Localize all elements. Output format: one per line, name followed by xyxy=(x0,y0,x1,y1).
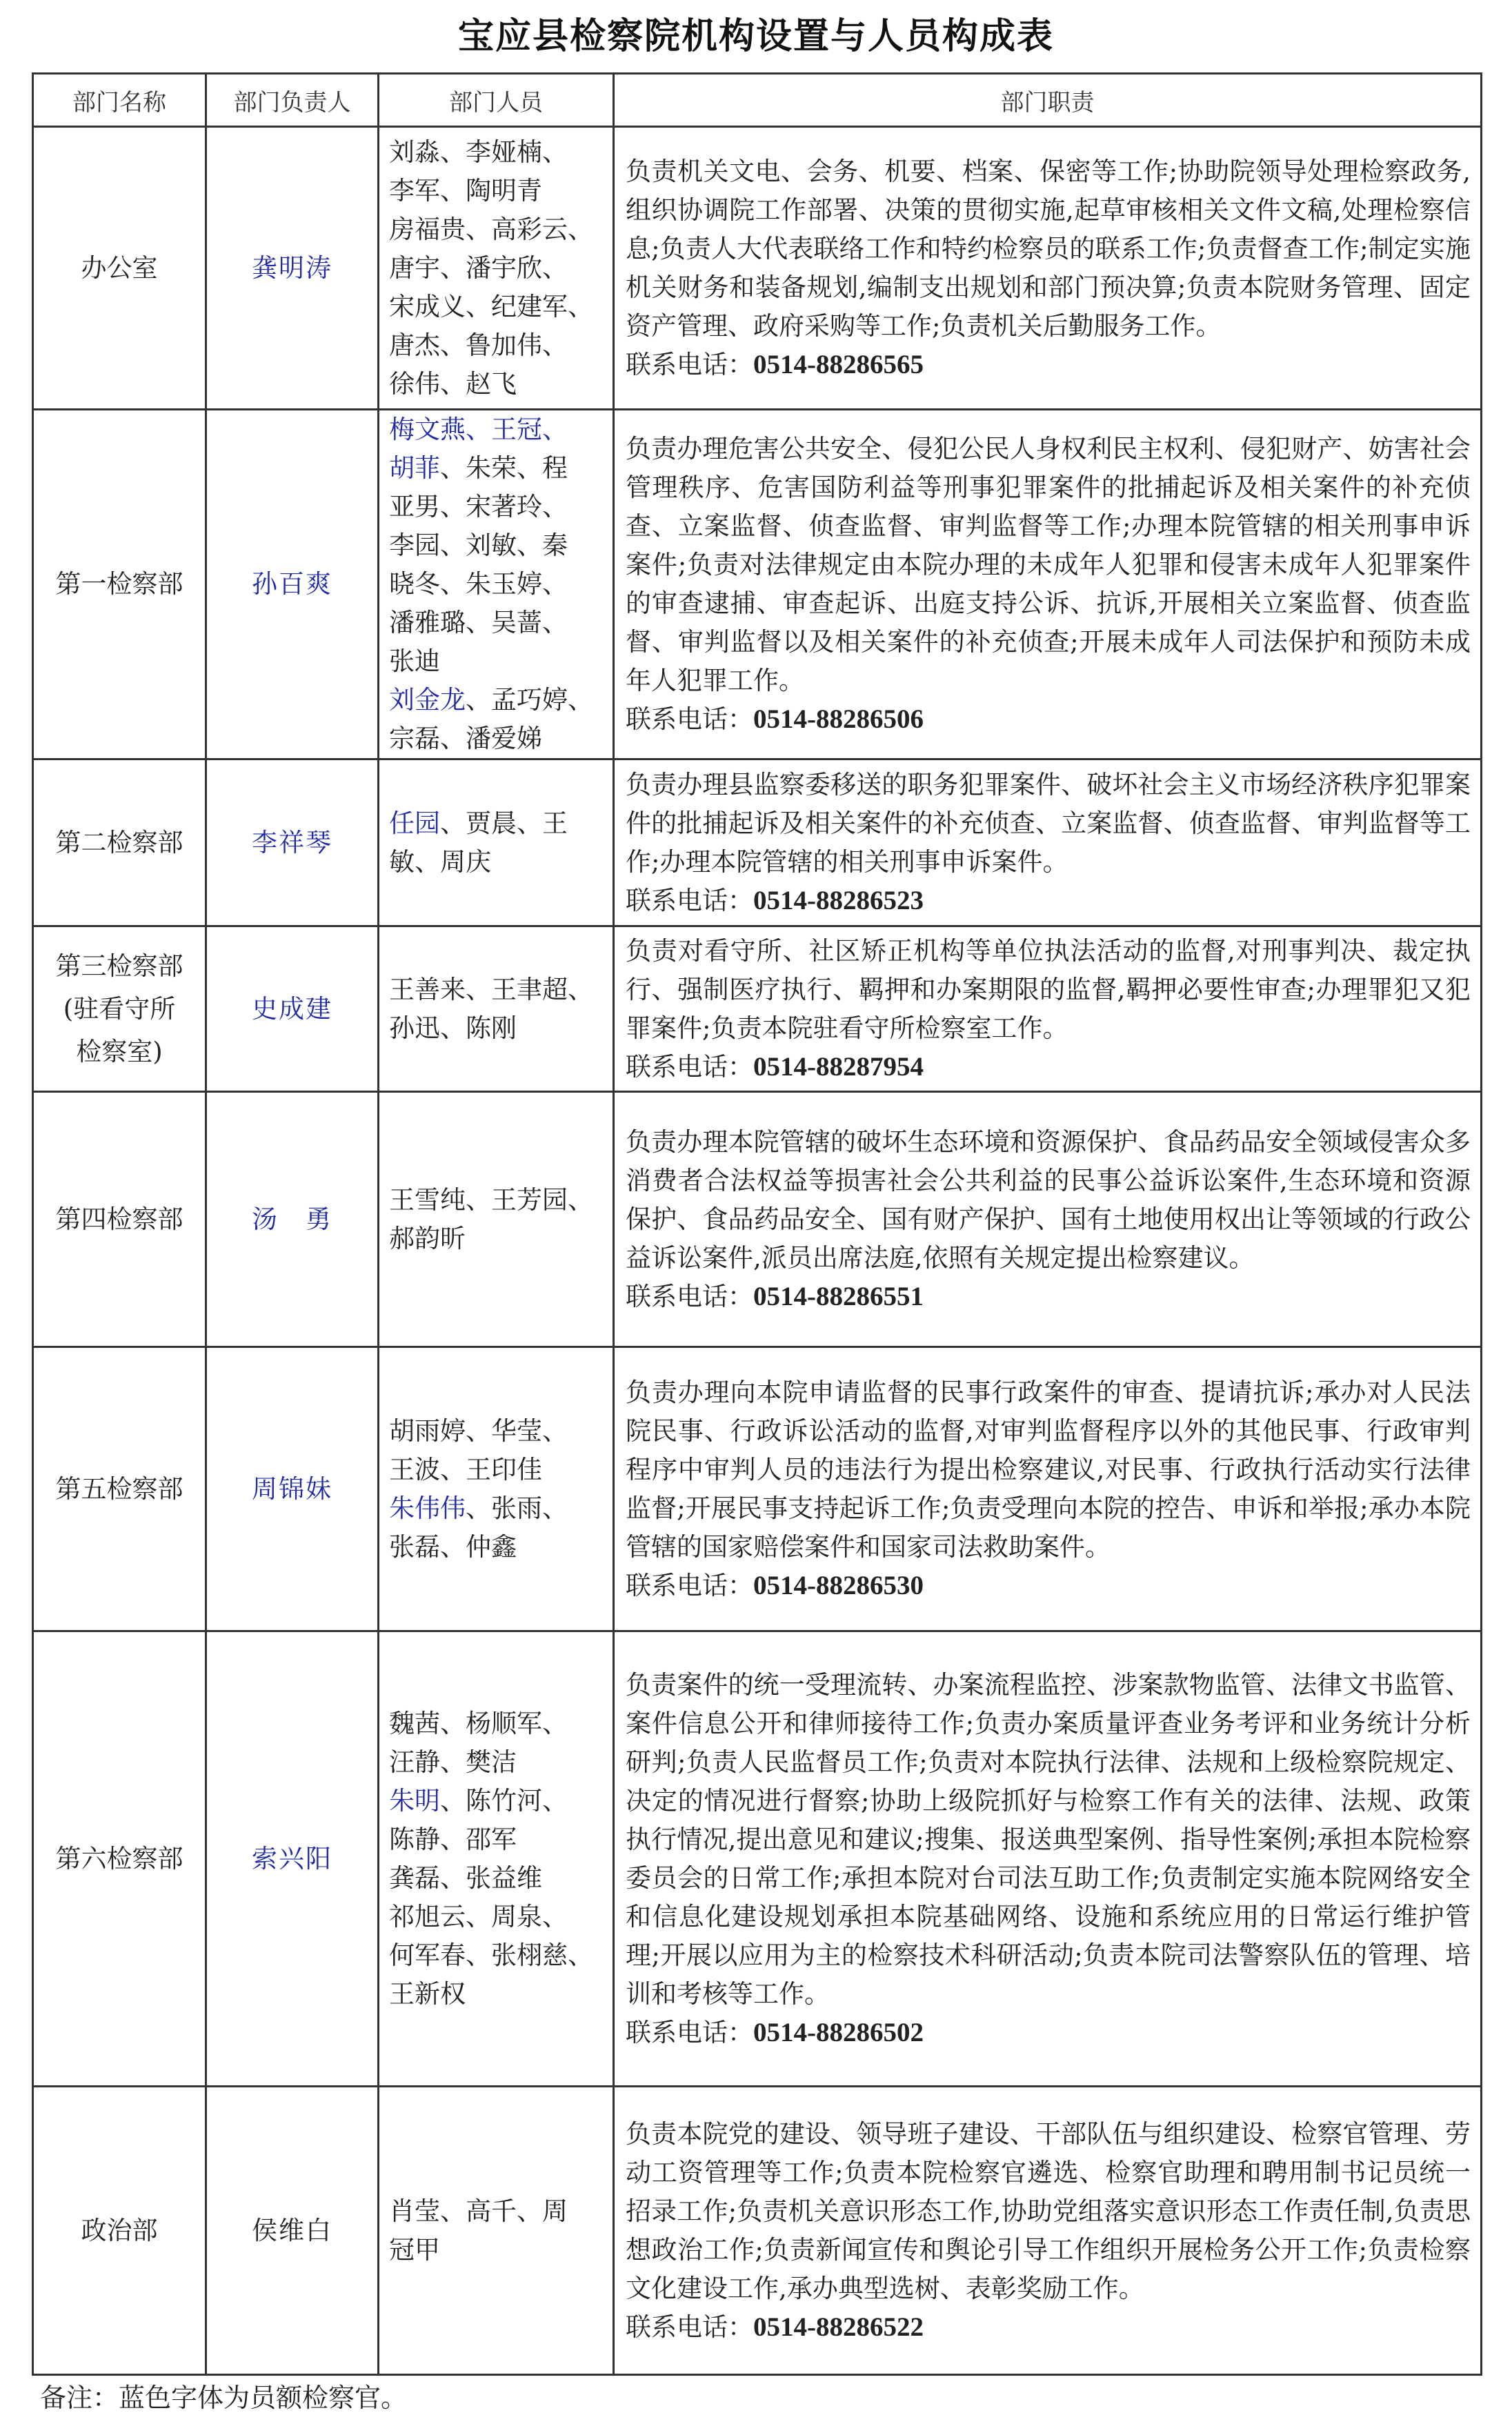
dept-name-line: 第五检察部 xyxy=(55,1473,183,1504)
staff-names: 、朱荣、程 xyxy=(440,453,568,483)
staff-names: 潘雅璐、吴蔷、 xyxy=(389,608,568,637)
staff-names: 、孟巧婷、 xyxy=(466,685,593,715)
table-row xyxy=(33,1631,1482,2087)
dept-head-cell xyxy=(206,1092,379,1347)
staff-names: 王善来、王聿超、 xyxy=(389,974,593,1004)
dept-name-line: 第三检察部 xyxy=(55,951,183,981)
header-dept-duty: 部门职责 xyxy=(614,74,1482,127)
organization-table xyxy=(32,72,1482,2376)
dept-staff-cell xyxy=(379,1631,614,2087)
staff-names: 陈静、邵军 xyxy=(389,1824,517,1854)
phone-label: 联系电话： xyxy=(626,2312,753,2342)
staff-names: 汪静、樊洁 xyxy=(389,1747,517,1777)
dept-name-line: 第二检察部 xyxy=(55,827,183,857)
duty-text: 负责本院党的建设、领导班子建设、干部队伍与组织建设、检察官管理、劳动工资管理等工作;负责本院检察官遴选、检察官助理和聘用制书记员统一招录工作;负责机关意识形态工作,协助党组落实意识形态工作责任制,负责思想政治工作;负责新闻宣传和舆论引导工作组织开展检务公开工作;负责检察文化建设工作,承办典型选树、表彰奖励工作。 xyxy=(626,2118,1471,2303)
table-header-row xyxy=(33,74,1482,127)
staff-names: 梅文燕、王冠、 xyxy=(389,415,568,444)
staff-names: 宋成义、纪建军、 xyxy=(389,291,593,321)
header-dept-head: 部门负责人 xyxy=(206,74,379,127)
dept-name-line: 第一检察部 xyxy=(55,569,183,599)
staff-names: 宗磊、潘爱娣 xyxy=(389,724,542,753)
dept-duty-cell xyxy=(614,1092,1482,1347)
dept-name-cell xyxy=(33,2087,206,2375)
staff-names: 、张雨、 xyxy=(466,1493,568,1523)
dept-head-cell xyxy=(206,1631,379,2087)
staff-names: 唐杰、鲁加伟、 xyxy=(389,330,568,360)
dept-name-line: 第六检察部 xyxy=(55,1843,183,1874)
phone-number: 0514-88286565 xyxy=(753,349,924,379)
dept-staff-cell xyxy=(379,759,614,926)
dept-staff-cell xyxy=(379,1092,614,1347)
dept-staff-cell xyxy=(379,2087,614,2375)
dept-duty-cell xyxy=(614,1347,1482,1631)
header-dept-staff: 部门人员 xyxy=(379,74,614,127)
dept-name-line: (驻看守所 xyxy=(63,993,176,1024)
staff-names: 王波、王印佳 xyxy=(389,1454,542,1484)
staff-names: 王新权 xyxy=(389,1978,466,2009)
staff-names: 、贾晨、王 xyxy=(440,808,568,838)
dept-duty-cell xyxy=(614,2087,1482,2375)
contact-phone xyxy=(626,346,1471,384)
phone-number: 0514-88287954 xyxy=(753,1051,924,1082)
phone-label: 联系电话： xyxy=(626,349,753,379)
dept-head-cell xyxy=(206,410,379,759)
dept-head-cell xyxy=(206,1347,379,1631)
staff-names: 敏、周庆 xyxy=(389,846,491,877)
duty-text: 负责案件的统一受理流转、办案流程监控、涉案款物监管、法律文书监管、案件信息公开和律师接待工作;负责办案质量评查业务考评和业务统计分析研判;负责人民监督员工作;负责对本院执行法律、法规和上级检察院规定、决定的情况进行督察;协助上级院抓好与检察工作有关的法律、法规、政策执行情况,提出意见和建议;搜集、报送典型案例、指导性案例;承担本院检察委员会的日常工作;承担本院对台司法互助工作;负责制定实施本院网络安全和信息化建设规划承担本院基础网络、设施和系统应用的日常运行维护管理;开展以应用为主的检察技术科研活动;负责本院司法警察队伍的管理、培训和考核等工作。 xyxy=(626,1669,1471,2009)
table-body xyxy=(33,127,1482,2375)
table-row xyxy=(33,127,1482,410)
phone-number: 0514-88286506 xyxy=(753,704,924,734)
duty-text: 负责办理县监察委移送的职务犯罪案件、破坏社会主义市场经济秩序犯罪案件的批捕起诉及相关案件的补充侦查、立案监督、侦查监督、审判监督等工作;办理本院管辖的相关刑事申诉案件。 xyxy=(626,769,1471,877)
table-row xyxy=(33,759,1482,926)
dept-head-cell xyxy=(206,759,379,926)
contact-phone xyxy=(626,2308,1471,2347)
dept-name-cell xyxy=(33,759,206,926)
duty-text: 负责办理危害公共安全、侵犯公民人身权利民主权利、侵犯财产、妨害社会管理秩序、危害国防利益等刑事犯罪案件的批捕起诉及相关案件的补充侦查、立案监督、侦查监督、审判监督等工作;办理本院管辖的相关刑事申诉案件;负责对法律规定由本院办理的未成年人犯罪和侵害未成年人犯罪案件的审查逮捕、审查起诉、出庭支持公诉、抗诉,开展相关立案监督、侦查监督、审判监督以及相关案件的补充侦查;开展未成年人司法保护和预防未成年人犯罪工作。 xyxy=(626,434,1471,695)
duty-text: 负责办理向本院申请监督的民事行政案件的审查、提请抗诉;承办对人民法院民事、行政诉讼活动的监督,对审判监督程序以外的其他民事、行政审判程序中审判人员的违法行为提出检察建议,对民事、行政执行活动实行法律监督;开展民事支持起诉工作;负责受理向本院的控告、申诉和举报;承办本院管辖的国家赔偿案件和国家司法救助案件。 xyxy=(626,1377,1471,1562)
staff-names: 肖莹、高千、周 xyxy=(389,2196,568,2226)
table-row xyxy=(33,2087,1482,2375)
staff-names: 郝韵昕 xyxy=(389,1223,466,1253)
dept-name-cell xyxy=(33,926,206,1092)
dept-name-cell xyxy=(33,1631,206,2087)
staff-names: 龚磊、张益维 xyxy=(389,1862,542,1893)
staff-names: 任园 xyxy=(389,808,440,838)
dept-duty-cell xyxy=(614,127,1482,410)
contact-phone xyxy=(626,882,1471,920)
table-row xyxy=(33,410,1482,759)
header-dept-name: 部门名称 xyxy=(33,74,206,127)
staff-names: 、陈竹河、 xyxy=(440,1785,568,1816)
contact-phone xyxy=(626,2014,1471,2052)
dept-head-name: 龚明涛 xyxy=(252,252,332,283)
staff-names: 胡菲 xyxy=(389,453,440,483)
dept-head-cell xyxy=(206,127,379,410)
staff-names: 刘淼、李娅楠、 xyxy=(389,137,568,167)
dept-name-cell xyxy=(33,1092,206,1347)
dept-name-cell xyxy=(33,1347,206,1631)
phone-label: 联系电话： xyxy=(626,1281,753,1311)
staff-names: 胡雨婷、华莹、 xyxy=(389,1415,568,1446)
staff-names: 唐宇、潘宇欣、 xyxy=(389,252,568,283)
dept-staff-cell xyxy=(379,1347,614,1631)
dept-duty-cell xyxy=(614,410,1482,759)
dept-duty-cell xyxy=(614,926,1482,1092)
dept-head-name: 孙百爽 xyxy=(252,569,332,599)
staff-names: 祁旭云、周泉、 xyxy=(389,1901,568,1931)
dept-head-name: 史成建 xyxy=(252,993,332,1024)
staff-names: 徐伟、赵飞 xyxy=(389,368,517,399)
dept-head-name: 汤 勇 xyxy=(252,1204,332,1234)
staff-names: 刘金龙 xyxy=(389,685,466,715)
dept-name-cell xyxy=(33,410,206,759)
phone-number: 0514-88286523 xyxy=(753,885,924,915)
footnote: 备注：蓝色字体为员额检察官。 xyxy=(40,2383,408,2413)
dept-head-name: 索兴阳 xyxy=(252,1843,332,1874)
dept-name-line: 政治部 xyxy=(81,2215,158,2245)
staff-names: 亚男、宋著玲、 xyxy=(389,492,568,521)
duty-text: 负责对看守所、社区矫正机构等单位执法活动的监督,对刑事判决、裁定执行、强制医疗执行、羁押和办案期限的监督,羁押必要性审查;办理罪犯又犯罪案件;负责本院驻看守所检察室工作。 xyxy=(626,935,1471,1043)
document-title: 宝应县检察院机构设置与人员构成表 xyxy=(457,15,1054,57)
dept-staff-cell xyxy=(379,410,614,759)
dept-name-line: 第四检察部 xyxy=(55,1204,183,1234)
phone-number: 0514-88286522 xyxy=(753,2312,924,2342)
staff-names: 孙迅、陈刚 xyxy=(389,1013,517,1043)
staff-names: 朱伟伟 xyxy=(389,1493,466,1523)
dept-head-name: 李祥琴 xyxy=(252,827,332,857)
dept-head-name: 侯维白 xyxy=(252,2215,332,2245)
contact-phone xyxy=(626,1048,1471,1086)
staff-names: 何军春、张栩慈、 xyxy=(389,1940,593,1970)
staff-names: 魏茜、杨顺军、 xyxy=(389,1708,568,1738)
dept-staff-cell xyxy=(379,926,614,1092)
staff-names: 李园、刘敏、秦 xyxy=(389,530,568,560)
staff-names: 房福贵、高彩云、 xyxy=(389,214,593,244)
dept-head-cell xyxy=(206,2087,379,2375)
dept-name-line: 办公室 xyxy=(81,252,158,283)
phone-label: 联系电话： xyxy=(626,1570,753,1600)
contact-phone xyxy=(626,1567,1471,1605)
staff-names: 张磊、仲鑫 xyxy=(389,1531,517,1562)
staff-names: 李军、陶明青 xyxy=(389,175,542,206)
phone-number: 0514-88286551 xyxy=(753,1281,924,1311)
dept-name-cell xyxy=(33,127,206,410)
staff-names: 朱明 xyxy=(389,1785,440,1816)
phone-number: 0514-88286530 xyxy=(753,1570,924,1600)
dept-duty-cell xyxy=(614,1631,1482,2087)
phone-label: 联系电话： xyxy=(626,704,753,734)
table-row xyxy=(33,1092,1482,1347)
phone-label: 联系电话： xyxy=(626,1051,753,1082)
dept-duty-cell xyxy=(614,759,1482,926)
phone-number: 0514-88286502 xyxy=(753,2017,924,2047)
duty-text: 负责办理本院管辖的破坏生态环境和资源保护、食品药品安全领域侵害众多消费者合法权益等损害社会公共利益的民事公益诉讼案件,生态环境和资源保护、食品药品安全、国有财产保护、国有土地使用权出让等领域的行政公益诉讼案件,派员出席法庭,依照有关规定提出检察建议。 xyxy=(626,1126,1471,1273)
phone-label: 联系电话： xyxy=(626,2017,753,2047)
contact-phone xyxy=(626,1278,1471,1316)
staff-names: 王雪纯、王芳园、 xyxy=(389,1184,593,1215)
dept-head-name: 周锦妹 xyxy=(252,1473,332,1504)
staff-names: 晓冬、朱玉婷、 xyxy=(389,569,568,599)
phone-label: 联系电话： xyxy=(626,885,753,915)
table-row xyxy=(33,1347,1482,1631)
dept-name-line: 检察室) xyxy=(76,1036,163,1066)
staff-names: 张迪 xyxy=(389,646,440,676)
contact-phone xyxy=(626,700,1471,739)
staff-names: 冠甲 xyxy=(389,2234,440,2265)
table-row xyxy=(33,926,1482,1092)
dept-head-cell xyxy=(206,926,379,1092)
dept-staff-cell xyxy=(379,127,614,410)
duty-text: 负责机关文电、会务、机要、档案、保密等工作;协助院领导处理检察政务,组织协调院工作部署、决策的贯彻实施,起草审核相关文件文稿,处理检察信息;负责人大代表联络工作和特约检察员的联系工作;负责督查工作;制定实施机关财务和装备规划,编制支出规划和部门预决算;负责本院财务管理、固定资产管理、政府采购等工作;负责机关后勤服务工作。 xyxy=(626,156,1471,341)
